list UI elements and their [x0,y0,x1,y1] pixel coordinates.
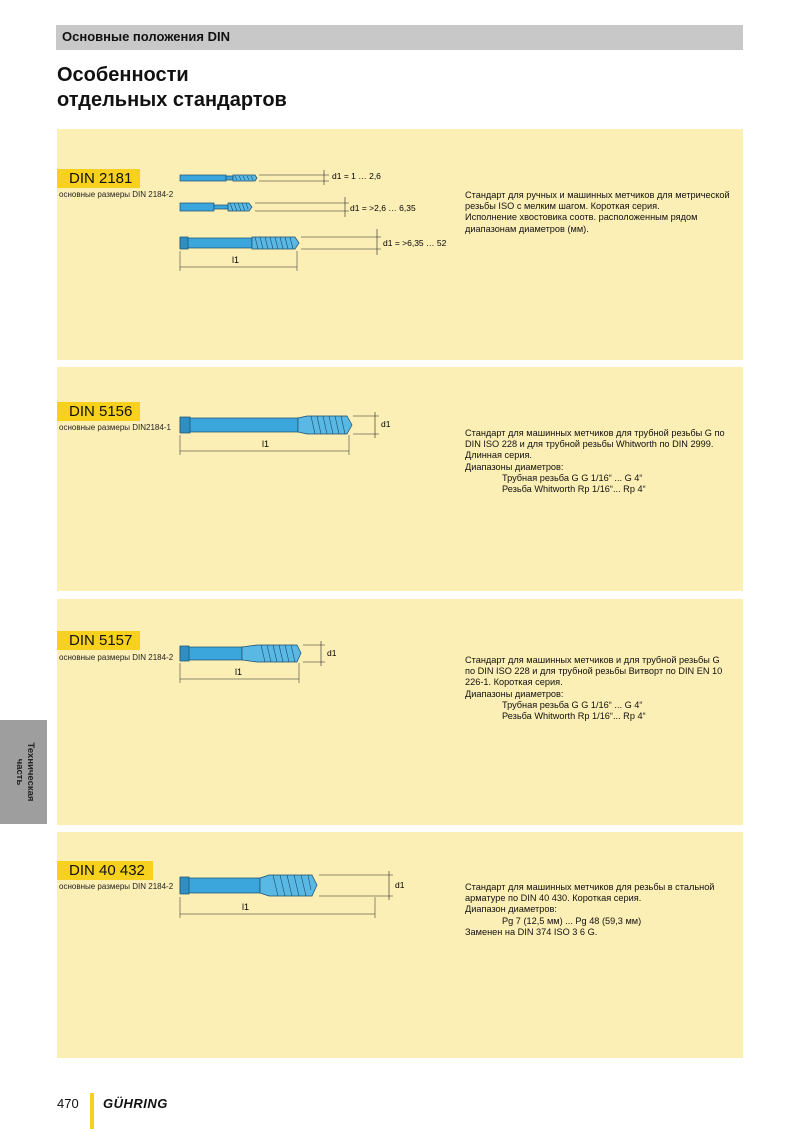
side-tab-line-1: Техническая [25,742,36,802]
description-line: по DIN ISO 228 и для трубной резьбы Витворт по DIN EN 10 [465,666,723,677]
tap-drawing-din-5156 [177,407,407,467]
description-line: резьбы ISO с мелким шагом. Короткая серия. [465,201,660,212]
panel-din-40432 [57,832,743,1058]
footer-divider [90,1093,94,1129]
base-sizes-note: основные размеры DIN 2184-2 [59,882,174,891]
description [465,655,745,722]
description-line: Стандарт для ручных и машинных метчиков для метрической [465,190,730,200]
dim-label: d1 [381,419,391,429]
side-tab-line-2: часть [14,758,25,786]
page-number: 470 [57,1096,79,1111]
range-line: Трубная резьба G G 1/16“ ... G 4“ [502,699,643,710]
range-line: Pg 7 (12,5 мм) ... Pg 48 (59,3 мм) [502,915,642,926]
description-line: Диапазон диаметров: [465,904,557,915]
description-line: Стандарт для машинных метчиков для трубной резьбы G по [465,428,725,438]
description-line: Длинная серия. [465,450,532,461]
side-tab-label [14,743,36,802]
standard-label: DIN 5156 [57,402,140,421]
standard-label: DIN 40 432 [57,861,153,880]
description [465,428,745,495]
base-sizes-note: основные размеры DIN 2184-2 [59,190,174,199]
dim-label: d1 [395,880,405,890]
side-tab-technical-part[interactable] [0,720,47,824]
description-line: диапазонам диаметров (мм). [465,223,589,234]
panel-din-5156 [57,367,743,591]
dim-range-1: d1 = 1 … 2,6 [332,171,381,181]
section-title: Основные положения DIN [62,29,230,44]
description-line: DIN ISO 228 и для трубной резьбы Whitworth по DIN 2999. [465,439,714,450]
description-line: Стандарт для машинных метчиков для резьбы в стальной [465,882,715,892]
dim-range-3: d1 = >6,35 … 52 [383,238,447,248]
page-title [57,63,287,113]
description-line: арматуре по DIN 40 430. Короткая серия. [465,893,642,904]
description-line: 226-1. Короткая серия. [465,677,563,688]
range-line: Резьба Whitworth Rp 1/16“... Rp 4“ [502,711,646,722]
description [465,882,745,938]
standard-label: DIN 2181 [57,169,140,188]
base-sizes-note: основные размеры DIN2184-1 [59,423,171,432]
dim-label: d1 [327,648,337,658]
description-line: Исполнение хвостовика соотв. расположенным рядом [465,212,698,223]
range-line: Трубная резьба G G 1/16“ ... G 4“ [502,472,643,483]
replacement-note: Заменен на DIN 374 ISO 3 6 G. [465,926,598,937]
tap-drawing-din-40432 [177,866,417,926]
panel-din-2181 [57,129,743,360]
description-line: Диапазоны диаметров: [465,461,564,472]
standard-label: DIN 5157 [57,631,140,650]
description [465,190,745,235]
page-title-line-1: Особенности [57,64,189,86]
range-line: Резьба Whitworth Rp 1/16“... Rp 4“ [502,484,646,495]
length-label: l1 [232,255,240,265]
dim-range-2: d1 = >2,6 … 6,35 [350,203,416,213]
tap-drawing-din-5157 [177,635,397,691]
description-line: Диапазоны диаметров: [465,688,564,699]
brand-logo: GÜHRING [103,1096,168,1111]
length-label: l1 [235,667,243,677]
page-title-line-2: отдельных стандартов [57,89,287,111]
length-label: l1 [262,439,270,449]
length-label: l1 [242,902,250,912]
tap-drawing-din-2181 [177,159,447,279]
panel-din-5157 [57,599,743,825]
section-header-bar [56,25,743,50]
description-line: Стандарт для машинных метчиков и для трубной резьбы G [465,655,720,665]
base-sizes-note: основные размеры DIN 2184-2 [59,653,174,662]
